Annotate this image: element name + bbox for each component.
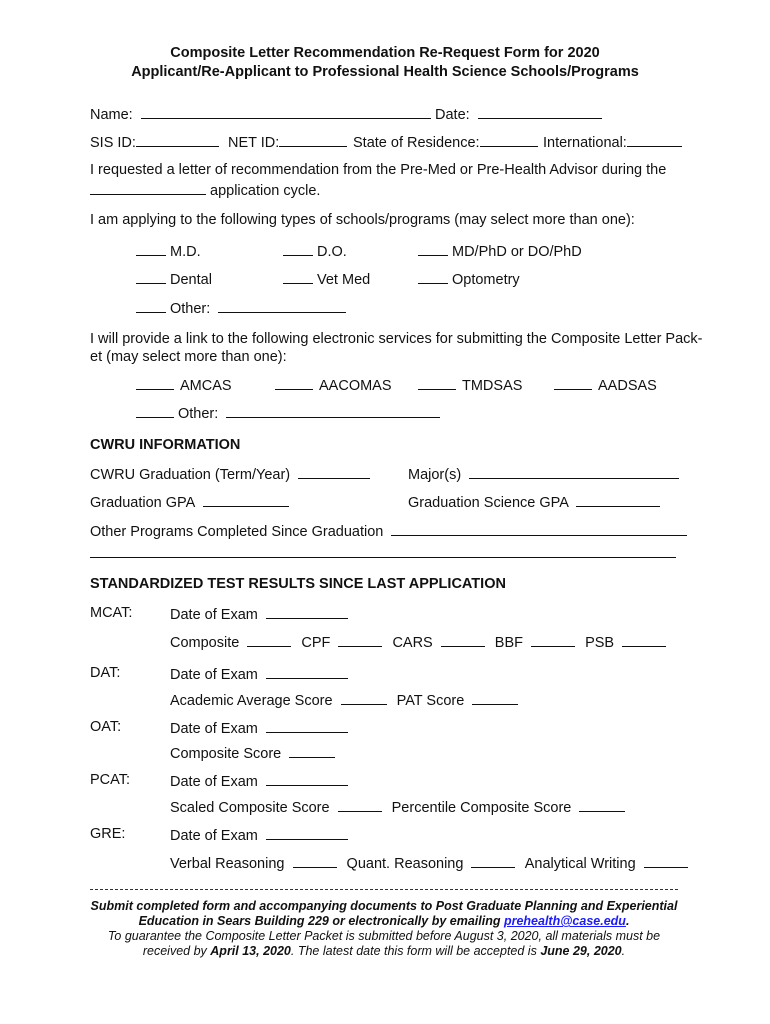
footer-instruction-line1: Submit completed form and accompanying documents to Post Graduate Planning and Experiential [90, 899, 678, 913]
graduation-label: CWRU Graduation (Term/Year) [90, 467, 291, 483]
gre-date-field[interactable] [266, 826, 348, 840]
gre-verbal-label: Verbal Reasoning [170, 856, 285, 872]
name-field[interactable] [141, 105, 431, 119]
mdphd-label: MD/PhD or DO/PhD [452, 244, 582, 260]
mcat-cars-label: CARS [392, 635, 433, 651]
majors-label: Major(s) [408, 467, 462, 483]
mcat-psb-label: PSB [585, 635, 615, 651]
dat-academic-field[interactable] [341, 691, 387, 705]
services-intro-line2: et (may select more than one): [90, 349, 287, 365]
option-tmdsas [418, 376, 522, 394]
dental-checkbox[interactable] [136, 270, 166, 284]
date-row [435, 105, 602, 123]
cwru-heading: CWRU INFORMATION [90, 437, 241, 453]
majors-field[interactable] [469, 465, 679, 479]
applying-intro: I am applying to the following types of schools/programs (may select more than one): [90, 212, 635, 228]
pcat-date-row [170, 772, 348, 790]
services-intro-line1: I will provide a link to the following electronic services for submitting the Composite Letter Pack- [90, 331, 703, 347]
mcat-bbf-field[interactable] [531, 633, 575, 647]
mcat-date-field[interactable] [266, 605, 348, 619]
oat-composite-field[interactable] [289, 744, 335, 758]
oat-composite-label: Composite Score [170, 746, 282, 762]
gre-quant-field[interactable] [471, 854, 515, 868]
oat-label: OAT: [90, 719, 122, 735]
aacomas-checkbox[interactable] [275, 376, 313, 390]
mcat-psb-field[interactable] [622, 633, 666, 647]
gre-writing-field[interactable] [644, 854, 688, 868]
mcat-cpf-field[interactable] [338, 633, 382, 647]
mdphd-checkbox[interactable] [418, 242, 448, 256]
form-subtitle: Applicant/Re-Applicant to Professional Health Science Schools/Programs [131, 64, 639, 80]
pcat-percentile-field[interactable] [579, 798, 625, 812]
do-label: D.O. [317, 244, 347, 260]
mcat-bbf-label: BBF [494, 635, 523, 651]
other-programs-label: Other Programs Completed Since Graduation [90, 524, 384, 540]
gre-scores-row [170, 854, 688, 872]
option-amcas [136, 376, 232, 394]
gre-verbal-field[interactable] [293, 854, 337, 868]
dental-label: Dental [170, 272, 212, 288]
pcat-percentile-label: Percentile Composite Score [391, 800, 572, 816]
footer-line2-text: Education in Sears Building 229 or electronically by emailing [138, 914, 501, 928]
pcat-label: PCAT: [90, 772, 131, 788]
form-title: Composite Letter Recommendation Re-Request Form for 2020 [170, 45, 600, 61]
netid-field[interactable] [279, 133, 347, 147]
name-row [90, 105, 431, 123]
science-gpa-field[interactable] [576, 493, 660, 507]
option-aadsas [554, 376, 657, 394]
gre-label: GRE: [90, 826, 126, 842]
sis-field[interactable] [136, 133, 219, 147]
requested-row [90, 181, 320, 199]
requested-text-line2: application cycle. [210, 183, 321, 199]
gpa-label: Graduation GPA [90, 495, 195, 511]
other-school-checkbox[interactable] [136, 299, 166, 313]
gre-writing-label: Analytical Writing [524, 856, 636, 872]
option-mdphd [418, 242, 582, 260]
pcat-scores-row [170, 798, 625, 816]
pcat-date-field[interactable] [266, 772, 348, 786]
mcat-date-row [170, 605, 348, 623]
optometry-checkbox[interactable] [418, 270, 448, 284]
option-optometry [418, 270, 520, 288]
gpa-field[interactable] [203, 493, 289, 507]
do-checkbox[interactable] [283, 242, 313, 256]
other-programs-row [90, 522, 687, 540]
option-vetmed [283, 270, 370, 288]
mcat-label: MCAT: [90, 605, 133, 621]
tmdsas-checkbox[interactable] [418, 376, 456, 390]
dat-date-row [170, 665, 348, 683]
cycle-field[interactable] [90, 181, 206, 195]
option-other-school [136, 299, 346, 317]
email-link[interactable]: prehealth@case.edu [503, 914, 626, 928]
other-programs-field[interactable] [391, 522, 687, 536]
pcat-scaled-label: Scaled Composite Score [170, 800, 330, 816]
footer-deadline-line1: To guarantee the Composite Letter Packet is submitted before August 3, 2020, all materials must be [107, 929, 661, 943]
netid-row [228, 133, 347, 151]
option-dental [136, 270, 212, 288]
gre-date-label: Date of Exam [170, 828, 258, 844]
mcat-cpf-label: CPF [301, 635, 331, 651]
sis-label: SIS ID: [90, 135, 136, 151]
aacomas-label: AACOMAS [319, 378, 392, 394]
mcat-date-label: Date of Exam [170, 607, 258, 623]
international-label: International: [543, 135, 627, 151]
oat-date-label: Date of Exam [170, 721, 258, 737]
option-do [283, 242, 347, 260]
residence-label: State of Residence: [353, 135, 480, 151]
gre-quant-label: Quant. Reasoning [346, 856, 464, 872]
graduation-field[interactable] [298, 465, 370, 479]
pcat-scaled-field[interactable] [338, 798, 382, 812]
footer-line4-mid: . The latest date this form will be accepted is [290, 944, 537, 958]
date-field[interactable] [478, 105, 602, 119]
footer-line4-prefix: received by [142, 944, 207, 958]
dat-scores-row [170, 691, 518, 709]
other-programs-field-line2[interactable] [90, 557, 676, 558]
international-row [543, 133, 682, 151]
other-school-field[interactable] [218, 299, 346, 313]
mcat-composite-field[interactable] [247, 633, 291, 647]
amcas-label: AMCAS [180, 378, 232, 394]
vetmed-checkbox[interactable] [283, 270, 313, 284]
other-school-label: Other: [170, 301, 211, 317]
tmdsas-label: TMDSAS [462, 378, 523, 394]
sis-row [90, 133, 219, 151]
final-deadline: June 29, 2020 [540, 944, 622, 958]
majors-row [408, 465, 679, 483]
science-gpa-label: Graduation Science GPA [408, 495, 569, 511]
other-service-checkbox[interactable] [136, 404, 174, 418]
option-other-service [136, 404, 440, 422]
dat-pat-field[interactable] [472, 691, 518, 705]
mcat-cars-field[interactable] [441, 633, 485, 647]
footer-line2-period: . [625, 914, 630, 928]
residence-field[interactable] [480, 133, 538, 147]
pcat-date-label: Date of Exam [170, 774, 258, 790]
dat-pat-label: PAT Score [396, 693, 465, 709]
footer-line4-period: . [621, 944, 626, 958]
science-gpa-row [408, 493, 660, 511]
oat-scores-row [170, 744, 335, 762]
tests-heading: STANDARDIZED TEST RESULTS SINCE LAST APPLICATION [90, 576, 506, 592]
other-service-field[interactable] [226, 404, 440, 418]
requested-text-line1: I requested a letter of recommendation from the Pre-Med or Pre-Health Advisor during the [90, 162, 667, 178]
oat-date-row [170, 719, 348, 737]
footer-divider [90, 889, 678, 890]
vetmed-label: Vet Med [317, 272, 371, 288]
date-label: Date: [435, 107, 470, 123]
international-field[interactable] [627, 133, 682, 147]
other-service-label: Other: [178, 406, 219, 422]
name-label: Name: [90, 107, 133, 123]
gpa-row [90, 493, 289, 511]
optometry-label: Optometry [452, 272, 520, 288]
aadsas-label: AADSAS [598, 378, 657, 394]
md-checkbox[interactable] [136, 242, 166, 256]
dat-academic-label: Academic Average Score [170, 693, 333, 709]
option-aacomas [275, 376, 392, 394]
dat-label: DAT: [90, 665, 121, 681]
gre-date-row [170, 826, 348, 844]
oat-date-field[interactable] [266, 719, 348, 733]
mcat-scores-row [170, 633, 666, 651]
dat-date-label: Date of Exam [170, 667, 258, 683]
netid-label: NET ID: [228, 135, 280, 151]
dat-date-field[interactable] [266, 665, 348, 679]
residence-row [353, 133, 538, 151]
graduation-row [90, 465, 370, 483]
priority-deadline: April 13, 2020 [210, 944, 291, 958]
option-md [136, 242, 201, 260]
footer-instruction-line2 [90, 913, 678, 929]
mcat-composite-label: Composite [170, 635, 240, 651]
md-label: M.D. [170, 244, 201, 260]
aadsas-checkbox[interactable] [554, 376, 592, 390]
amcas-checkbox[interactable] [136, 376, 174, 390]
footer-deadline-line2 [90, 943, 678, 959]
